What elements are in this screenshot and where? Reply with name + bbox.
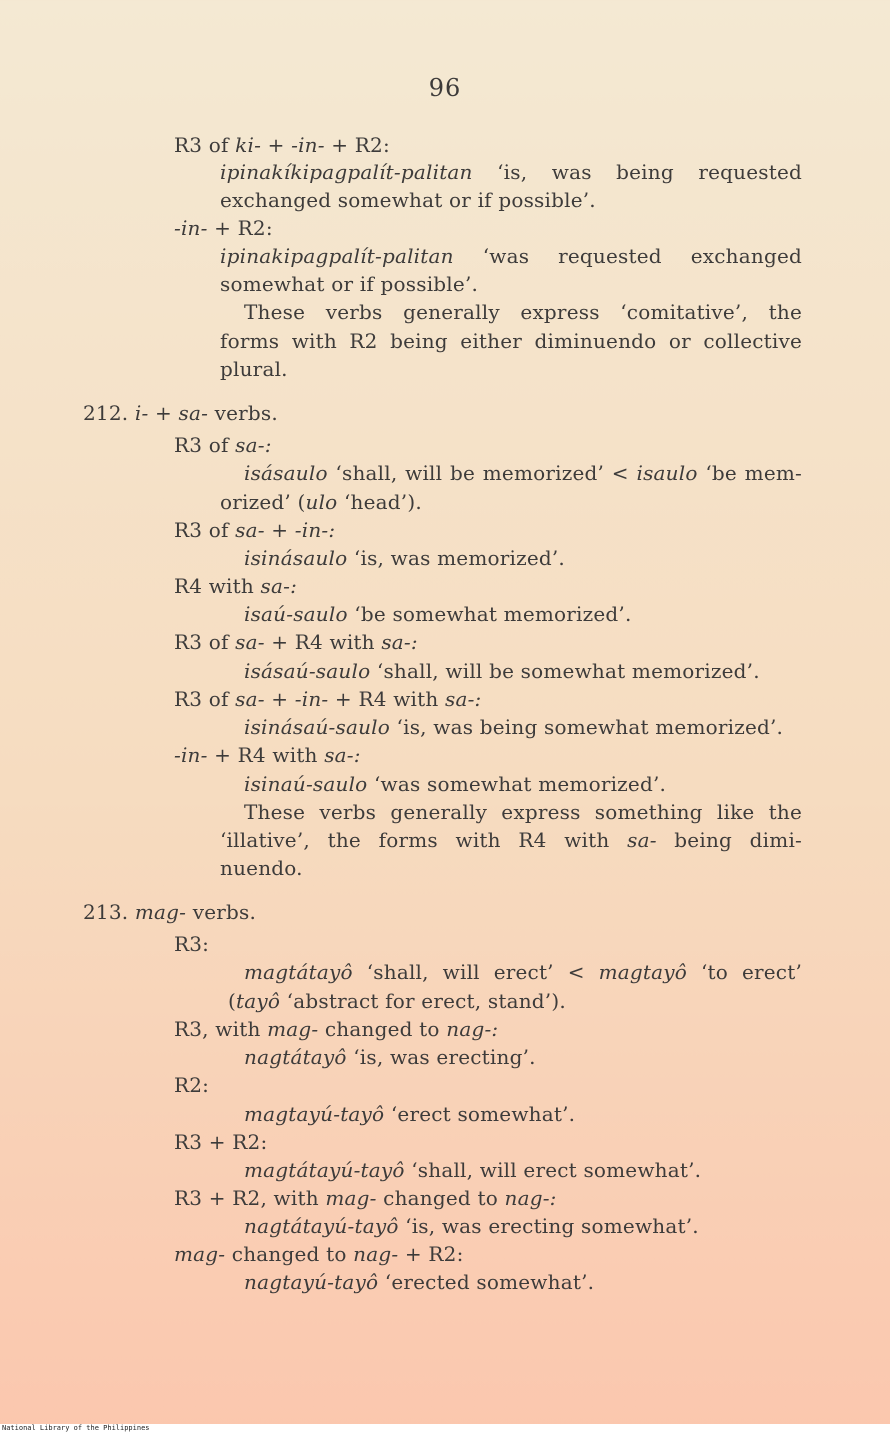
text-run: R3 + R2, with [174,1186,326,1210]
italic-term: sa-: [444,687,482,711]
text-run: being dimi- [656,828,802,852]
text-line [244,600,632,628]
italic-term: sa-: [324,743,361,767]
italic-term: mag- [134,900,187,924]
text-run: changed to [318,1017,447,1041]
text-run: ‘shall, will be memorized’ < [327,461,637,485]
italic-term: sa- [235,630,265,654]
italic-term: sa- [235,518,265,542]
text-line [174,741,361,769]
text-run: ‘to erect’ [687,960,803,984]
italic-term: nagtayú-tayô [244,1270,379,1294]
italic-term: magtátayú-tayô [244,1158,405,1182]
text-run: R3, with [174,1017,268,1041]
text-run: R3 + R2: [174,1130,268,1154]
italic-term: nagtátayú-tayô [244,1214,399,1238]
text-line [220,186,596,214]
text-run: changed to [225,1242,354,1266]
italic-term: -in-: [294,518,336,542]
text-run: plural. [220,357,288,381]
text-run: orized’ ( [220,490,306,514]
text-run: nuendo. [220,856,303,880]
text-run: ( [228,989,237,1013]
italic-term: isinásaulo [244,546,348,570]
text-line [174,1071,209,1099]
text-run: + R2: [324,133,390,157]
text-run: R4 with [174,574,261,598]
text-line [228,987,566,1015]
text-run: verbs. [208,401,278,425]
text-line [174,628,418,656]
italic-term: ulo [305,490,338,514]
text-run: ‘shall, will erect somewhat’. [404,1158,702,1182]
text-run: + [264,687,295,711]
text-line [220,270,478,298]
italic-term: isaulo [636,461,698,485]
text-run: ‘is, was erecting somewhat’. [398,1214,699,1238]
text-line [174,516,335,544]
italic-term: isásaulo [244,461,328,485]
text-run: forms with R2 being either diminuendo or collective [220,329,802,353]
italic-term: mag- [267,1017,319,1041]
library-footer: National Library of the Philippines [0,1424,890,1433]
page-number: 96 [428,74,462,102]
text-run: ‘shall, will be somewhat memorized’. [370,659,760,683]
text-line [244,1156,701,1184]
text-run: + R2: [398,1242,464,1266]
text-run: ‘be somewhat memorized’. [347,602,632,626]
text-line [244,1100,575,1128]
text-line [83,399,278,427]
text-run: + R4 with [207,743,325,767]
text-run: 213. [83,900,135,924]
italic-term: ipinakíkipagpalít-palitan [220,160,473,184]
text-line [174,1015,498,1043]
text-run: ‘is, was erecting’. [346,1045,536,1069]
italic-term: isinásaú-saulo [244,715,390,739]
text-run: ‘is, was memorized’. [347,546,565,570]
italic-term: nagtátayô [244,1045,347,1069]
text-line [244,1268,594,1296]
text-run: + [148,401,179,425]
text-line [220,242,802,270]
text-run: somewhat or if possible’. [220,272,479,296]
text-line [244,798,802,826]
italic-term: ki- [235,133,262,157]
italic-term: isaú-saulo [244,602,348,626]
text-line [174,1128,267,1156]
text-run: R3 of [174,687,236,711]
italic-term: nag-: [446,1017,499,1041]
text-run: ‘erected somewhat’. [378,1270,595,1294]
text-line [244,459,802,487]
text-run: ‘be mem- [697,461,802,485]
text-run: These verbs generally express something like the [244,800,802,824]
italic-term: mag- [325,1186,377,1210]
text-line [220,854,303,882]
italic-term: isásaú-saulo [244,659,371,683]
text-line [220,488,422,516]
italic-term: nag-: [504,1186,557,1210]
text-line [174,214,273,242]
text-line [244,657,760,685]
text-run: ‘illative’, the forms with R4 with [220,828,628,852]
italic-term: sa-: [260,574,298,598]
italic-term: magtayú-tayô [244,1102,385,1126]
text-line [244,298,802,326]
text-run: ‘was requested exchanged [453,244,802,268]
italic-term: sa-: [235,433,272,457]
text-run: + [261,133,292,157]
text-line [244,544,565,572]
text-run: 212. [83,401,135,425]
text-line [174,685,481,713]
italic-term: sa- [627,828,657,852]
italic-term: -in- [174,743,208,767]
text-line [244,958,802,986]
text-run: ‘abstract for erect, stand’). [280,989,566,1013]
text-run: ‘was somewhat memorized’. [367,772,667,796]
text-run: changed to [376,1186,505,1210]
text-line [244,770,666,798]
text-run: These verbs generally express ‘comitative’, the [244,300,802,324]
text-line [244,1212,699,1240]
text-line [220,327,802,355]
italic-term: magtayô [598,960,688,984]
text-run: R3 of [174,518,236,542]
italic-term: sa- [178,401,209,425]
italic-term: i- [134,401,149,425]
italic-term: -in- [174,216,208,240]
text-line [174,131,390,159]
text-run: ‘is, was being somewhat memorized’. [390,715,784,739]
text-run: + R4 with [264,630,382,654]
text-line [174,930,209,958]
italic-term: -in- [294,687,329,711]
text-run: R2: [174,1073,210,1097]
text-run: exchanged somewhat or if possible’. [220,188,596,212]
italic-term: isinaú-saulo [244,772,368,796]
text-line [244,713,783,741]
italic-term: sa-: [381,630,418,654]
italic-term: sa- [235,687,265,711]
text-run: ‘shall, will erect’ < [352,960,599,984]
italic-term: mag- [174,1242,226,1266]
text-run: R3: [174,932,210,956]
text-run: ‘head’). [337,490,422,514]
text-line [83,898,256,926]
text-run: + R2: [207,216,273,240]
italic-term: ipinakipagpalít-palitan [220,244,454,268]
italic-term: magtátayô [244,960,353,984]
text-line [244,1043,536,1071]
text-line [174,572,297,600]
italic-term: tayô [236,989,281,1013]
italic-term: nag- [353,1242,399,1266]
italic-term: -in- [291,133,325,157]
text-run: R3 of [174,133,236,157]
text-line [174,1184,557,1212]
text-run: ‘is, was being requested [472,160,802,184]
text-run: R3 of [174,630,236,654]
text-run: + R4 with [328,687,445,711]
text-run: R3 of [174,433,236,457]
text-run: ‘erect somewhat’. [384,1102,576,1126]
text-line [220,355,288,383]
text-line [220,158,802,186]
text-line [220,826,802,854]
text-run: verbs. [186,900,257,924]
text-run: + [264,518,295,542]
text-line [174,431,272,459]
text-line [174,1240,464,1268]
